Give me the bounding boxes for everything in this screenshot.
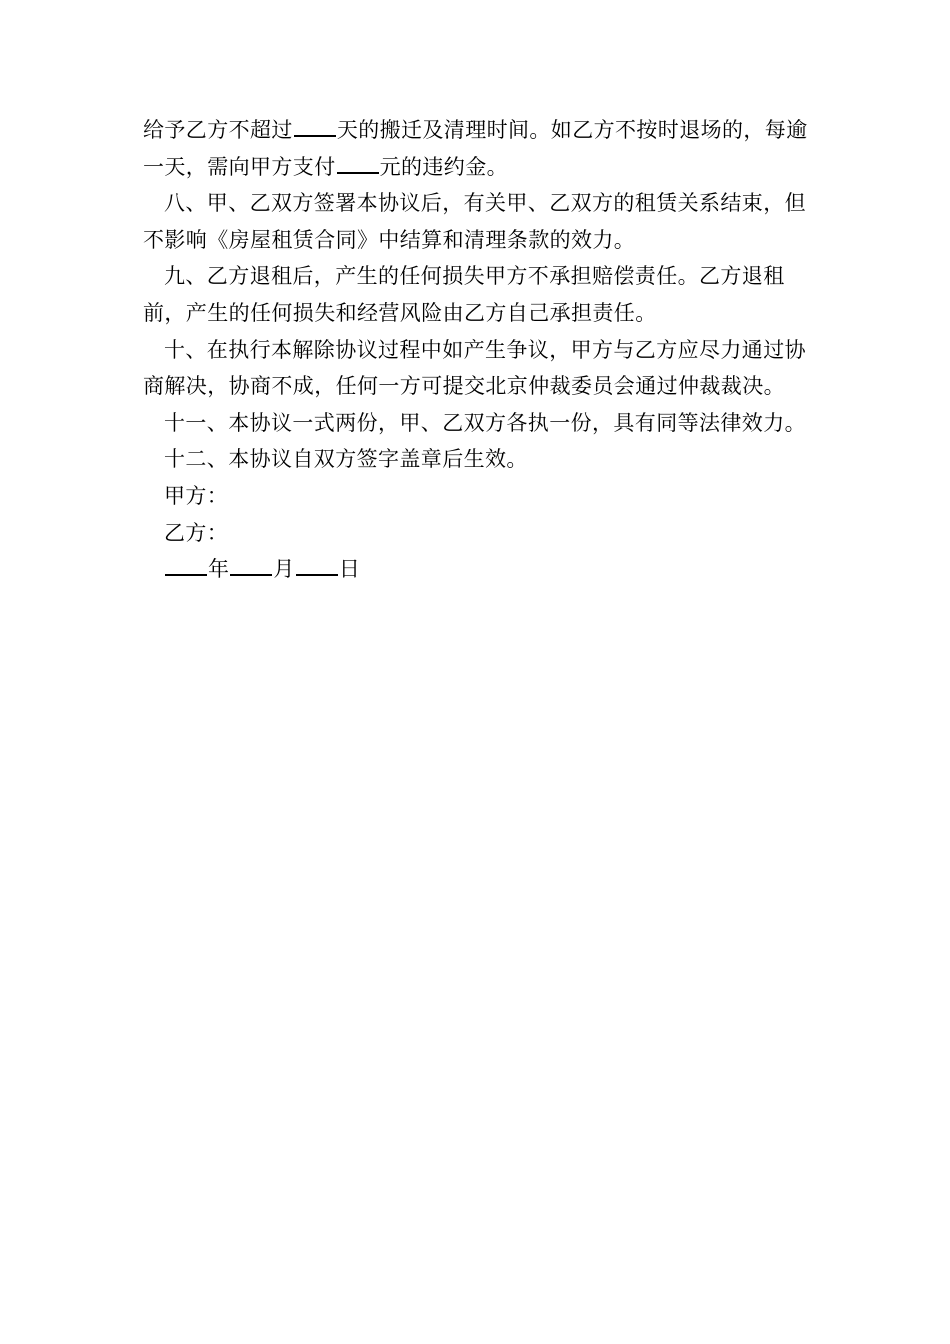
year-label: 年 (208, 557, 230, 582)
document-body (143, 112, 823, 588)
clause-11: 十一、本协议一式两份，甲、乙双方各执一份，具有同等法律效力。 (164, 410, 806, 435)
clause-7-text-a: 给予乙方不超过 (143, 118, 293, 142)
clause-8: 八、甲、乙双方签署本协议后，有关甲、乙双方的租赁关系结束，但不影响《房屋租赁合同》中结算和清理条款的效力。 (143, 191, 806, 252)
party-a-signature: 甲方： (164, 483, 229, 508)
clause-7-continuation (143, 112, 823, 185)
day-label: 日 (338, 557, 361, 582)
clause-7-text-c: 元的违约金。 (379, 154, 509, 179)
clause-9: 九、乙方退租后，产生的任何损失甲方不承担赔偿责任。乙方退租前，产生的任何损失和经营风险由乙方自己承担责任。 (143, 264, 785, 325)
clause-10: 十、在执行本解除协议过程中如产生争议，甲方与乙方应尽力通过协商解决，协商不成，任何一方可提交北京仲裁委员会通过仲裁裁决。 (143, 337, 806, 399)
clause-7-text-b: 天的搬迁及清理时间。如乙方不按时退场的，每逾一天，需向甲方支付 (143, 118, 808, 179)
month-blank (230, 556, 272, 576)
signature-date (143, 551, 823, 588)
clause-12: 十二、本协议自双方签字盖章后生效。 (164, 447, 528, 472)
month-label: 月 (273, 557, 295, 582)
party-b-signature: 乙方： (164, 520, 229, 545)
year-blank (165, 556, 207, 576)
penalty-amount-blank (337, 154, 379, 174)
days-blank (294, 117, 336, 137)
day-blank (296, 556, 338, 576)
